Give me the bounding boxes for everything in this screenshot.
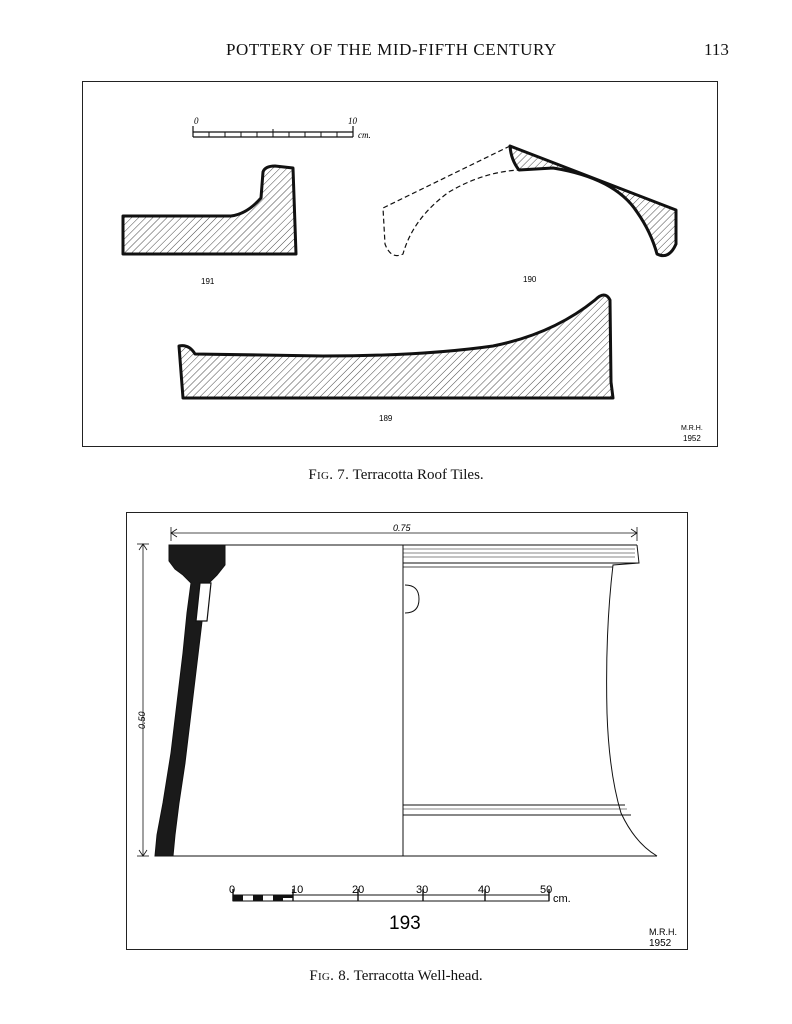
width-dimension-label: 0.75	[393, 523, 411, 533]
scale-unit-fig8: cm.	[553, 893, 571, 905]
figure-7-drawing	[83, 82, 717, 446]
figure-8-frame	[126, 512, 688, 950]
roof-tile-190-profile	[510, 146, 676, 256]
figure-7-caption-label: Fig. 7.	[308, 467, 350, 483]
item-number-189: 189	[379, 414, 393, 423]
scale-tick-20: 20	[352, 884, 365, 896]
height-dimension-label: 0.50	[137, 711, 147, 729]
scale-bar-fig8	[229, 884, 571, 905]
figure-7-caption-text: Terracotta Roof Tiles.	[352, 467, 484, 483]
roof-tile-190-restored-outline	[383, 146, 519, 256]
signature-year-fig7: 1952	[683, 434, 701, 443]
figure-8-caption-label: Fig. 8.	[309, 968, 351, 984]
figure-8-drawing	[127, 513, 687, 949]
roof-tile-191-profile	[123, 166, 296, 254]
scale-start-label: 0	[194, 116, 199, 126]
scale-tick-40: 40	[478, 884, 491, 896]
scale-unit-label: cm.	[358, 130, 371, 140]
item-number-191: 191	[201, 277, 215, 286]
scale-tick-10: 10	[291, 884, 304, 896]
scale-tick-30: 30	[416, 884, 429, 896]
well-head-elevation	[403, 545, 657, 856]
running-head	[0, 40, 792, 64]
signature-year-fig8: 1952	[649, 938, 672, 949]
scale-tick-50: 50	[540, 884, 553, 896]
running-title: POTTERY OF THE MID-FIFTH CENTURY	[226, 40, 557, 59]
figure-8-caption	[0, 968, 792, 985]
figure-7-frame	[82, 81, 718, 447]
handle-lug	[405, 585, 419, 613]
figure-8-caption-text: Terracotta Well-head.	[353, 968, 483, 984]
scale-end-label: 10	[348, 116, 357, 126]
well-head-section-profile	[155, 545, 225, 856]
scale-bar-fig7	[193, 116, 371, 140]
page-number: 113	[704, 40, 729, 59]
scale-tick-0: 0	[229, 884, 236, 896]
item-number-193: 193	[389, 913, 421, 934]
height-dimension-line	[137, 544, 149, 856]
item-number-190: 190	[523, 275, 537, 284]
figure-7-caption	[0, 467, 792, 484]
roof-tile-189-profile	[179, 295, 613, 398]
signature-initials-fig8: M.R.H.	[649, 927, 677, 937]
signature-initials-fig7: M.R.H.	[681, 425, 703, 432]
